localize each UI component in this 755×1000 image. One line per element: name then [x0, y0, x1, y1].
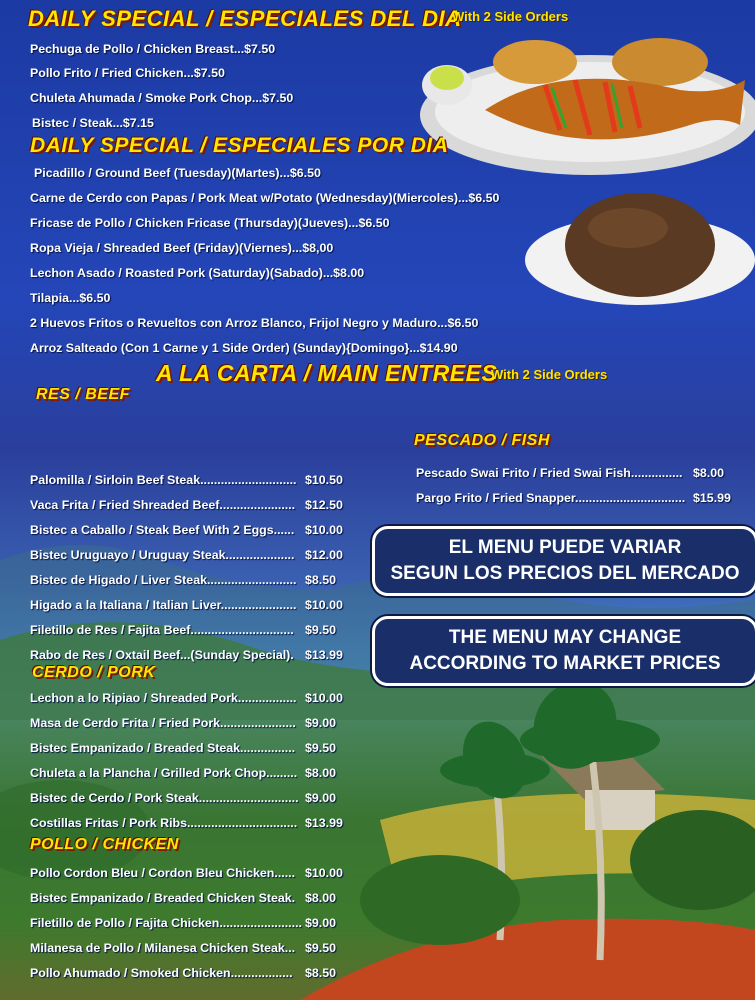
menu-item — [416, 466, 725, 480]
menu-item-name: Bistec a Caballo / Steak Beef With 2 Eggs...... — [30, 523, 295, 537]
menu-item-name: Bistec de Cerdo / Pork Steak............................. — [30, 791, 299, 805]
a-la-carta-title: A LA CARTA / MAIN ENTREES — [156, 360, 498, 386]
menu-item-price: $8.50 — [305, 573, 337, 587]
menu-item — [30, 716, 337, 730]
beef-section-title: RES / BEEF — [36, 386, 130, 403]
menu-item-price: $9.00 — [305, 791, 337, 805]
menu-item-price: $9.00 — [305, 916, 337, 930]
menu-item-price: $10.00 — [305, 523, 343, 537]
menu-item — [30, 816, 343, 830]
menu-item-price: $12.00 — [305, 548, 343, 562]
menu-item-name: Bistec Empanizado / Breaded Steak................ — [30, 741, 296, 755]
notice-box-english — [372, 616, 755, 686]
menu-item — [30, 966, 337, 980]
menu-item-price: $13.99 — [305, 648, 343, 662]
notice-line: ACCORDING TO MARKET PRICES — [409, 653, 721, 674]
weekly-item: Arroz Salteado (Con 1 Carne y 1 Side Order) (Sunday){Domingo}...$14.90 — [30, 341, 458, 355]
menu-item-price: $9.50 — [305, 941, 337, 955]
bush — [360, 855, 520, 945]
menu-item-name: Bistec de Higado / Liver Steak.......................... — [30, 573, 297, 587]
menu-item — [30, 648, 343, 662]
daily-special-por-dia-title: DAILY SPECIAL / ESPECIALES POR DIA — [30, 134, 449, 157]
menu-item-price: $9.00 — [305, 716, 337, 730]
menu-item — [30, 691, 343, 705]
notice-box-spanish — [372, 526, 755, 596]
menu-item — [30, 766, 337, 780]
daily-item: Bistec / Steak...$7.15 — [32, 116, 154, 130]
menu-item-name: Higado a la Italiana / Italian Liver...................... — [30, 598, 297, 612]
menu-item-price: $13.99 — [305, 816, 343, 830]
weekly-item: Tilapia...$6.50 — [30, 291, 111, 305]
menu-item — [416, 491, 731, 505]
fried-fish-platter-image — [420, 38, 755, 175]
menu-item-price: $10.00 — [305, 691, 343, 705]
weekly-item: Fricase de Pollo / Chicken Fricase (Thursday)(Jueves)...$6.50 — [30, 216, 390, 230]
rice-and-beans-plate-image — [525, 193, 755, 305]
menu-item-price: $15.99 — [693, 491, 731, 505]
chicken-section-title: POLLO / CHICKEN — [30, 836, 179, 853]
menu-item-name: Costillas Fritas / Pork Ribs................................ — [30, 816, 298, 830]
pork-section-title: CERDO / PORK — [32, 664, 156, 681]
menu-item-name: Vaca Frita / Fried Shreaded Beef...................... — [30, 498, 296, 512]
menu-item — [30, 891, 337, 905]
weekly-item: 2 Huevos Fritos o Revueltos con Arroz Blanco, Frijol Negro y Maduro...$6.50 — [30, 316, 479, 330]
menu-item-name: Pargo Frito / Fried Snapper................................ — [416, 491, 686, 505]
menu-item-name: Pollo Cordon Bleu / Cordon Bleu Chicken...... — [30, 866, 296, 880]
menu-item — [30, 523, 343, 537]
weekly-item: Carne de Cerdo con Papas / Pork Meat w/Potato (Wednesday)(Miercoles)...$6.50 — [30, 191, 500, 205]
menu-item-name: Pescado Swai Frito / Fried Swai Fish............... — [416, 466, 683, 480]
notice-line: EL MENU PUEDE VARIAR — [448, 537, 682, 558]
menu-item — [30, 598, 343, 612]
menu-item-price: $8.00 — [305, 766, 337, 780]
daily-item: Chuleta Ahumada / Smoke Pork Chop...$7.50 — [30, 91, 294, 105]
menu-item-name: Lechon a lo Ripiao / Shreaded Pork................. — [30, 691, 297, 705]
notice-line: THE MENU MAY CHANGE — [448, 627, 682, 648]
menu-item — [30, 741, 337, 755]
menu-item-name: Pollo Ahumado / Smoked Chicken.................. — [30, 966, 293, 980]
menu-item-name: Filetillo de Res / Fajita Beef.............................. — [30, 623, 294, 637]
menu-item-price: $10.50 — [305, 473, 343, 487]
menu-item-price: $8.50 — [305, 966, 337, 980]
daily-item: Pollo Frito / Fried Chicken...$7.50 — [30, 66, 225, 80]
menu-item-name: Milanesa de Pollo / Milanesa Chicken Steak... — [30, 941, 296, 955]
menu-item-price: $10.00 — [305, 598, 343, 612]
menu-item — [30, 791, 337, 805]
a-la-carta-subtitle: With 2 Side Orders — [491, 367, 608, 382]
notice-line: SEGUN LOS PRECIOS DEL MERCADO — [390, 563, 740, 584]
menu-item-price: $9.50 — [305, 623, 337, 637]
menu-item-price: $8.00 — [693, 466, 725, 480]
menu-item — [30, 548, 343, 562]
menu-item-price: $10.00 — [305, 866, 343, 880]
daily-item: Pechuga de Pollo / Chicken Breast...$7.50 — [30, 42, 276, 56]
menu-item-name: Rabo de Res / Oxtail Beef...(Sunday Special). — [30, 648, 294, 662]
menu-item — [30, 473, 343, 487]
daily-special-title: DAILY SPECIAL / ESPECIALES DEL DIA — [28, 6, 462, 31]
weekly-item: Ropa Vieja / Shreaded Beef (Friday)(Viernes)...$8,00 — [30, 241, 334, 255]
weekly-item: Lechon Asado / Roasted Pork (Saturday)(Sabado)...$8.00 — [30, 266, 365, 280]
menu-item-price: $8.00 — [305, 891, 337, 905]
menu-item — [30, 916, 337, 930]
fish-section-title: PESCADO / FISH — [414, 432, 550, 449]
menu-item-price: $12.50 — [305, 498, 343, 512]
menu-item-name: Bistec Empanizado / Breaded Chicken Steak. — [30, 891, 296, 905]
daily-special-subtitle: With 2 Side Orders — [452, 9, 569, 24]
menu-item-price: $9.50 — [305, 741, 337, 755]
menu-item — [30, 573, 337, 587]
menu-item — [30, 498, 343, 512]
menu-item-name: Masa de Cerdo Frita / Fried Pork...................... — [30, 716, 296, 730]
menu-item-name: Chuleta a la Plancha / Grilled Pork Chop......... — [30, 766, 298, 780]
menu-item — [30, 623, 337, 637]
menu-item — [30, 941, 337, 955]
weekly-item: Picadillo / Ground Beef (Tuesday)(Martes)...$6.50 — [34, 166, 321, 180]
menu-item-name: Filetillo de Pollo / Fajita Chicken........................ — [30, 916, 302, 930]
menu-item — [30, 866, 343, 880]
menu-item-name: Bistec Uruguayo / Uruguay Steak.................... — [30, 548, 295, 562]
menu-item-name: Palomilla / Sirloin Beef Steak............................ — [30, 473, 297, 487]
